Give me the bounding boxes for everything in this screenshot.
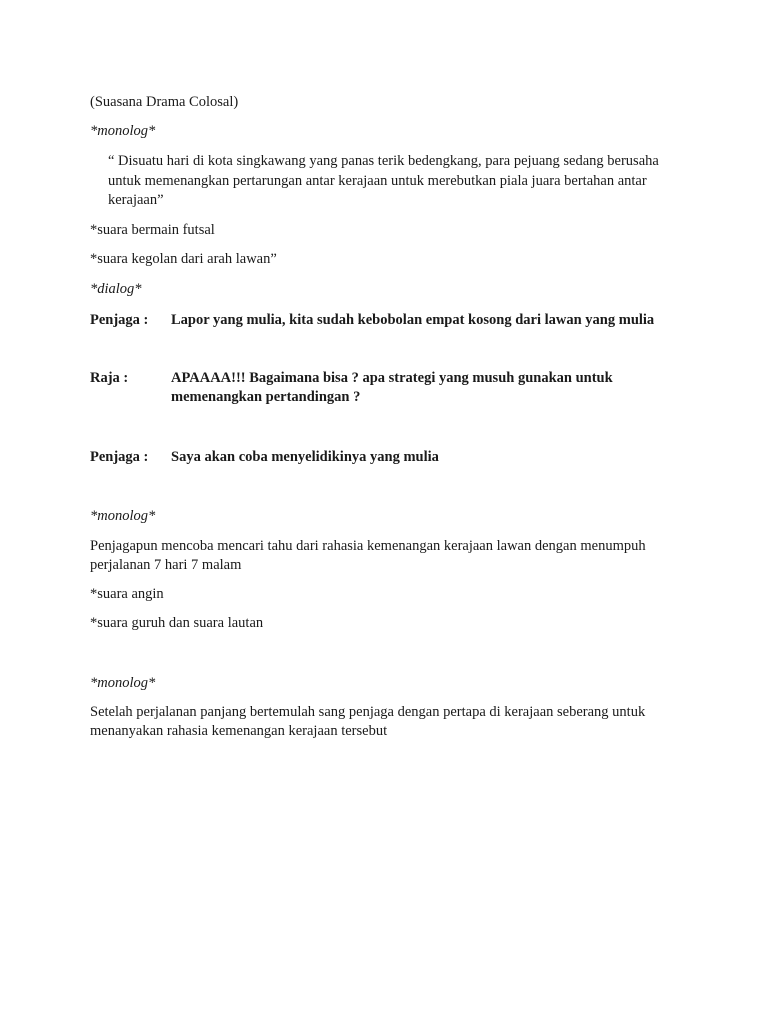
monolog-cue: *monolog* [90, 675, 156, 691]
sound-cue-futsal: *suara bermain futsal [90, 222, 215, 238]
scene-heading: (Suasana Drama Colosal) [90, 94, 239, 110]
sound-cue-thunder: *suara guruh dan suara lautan [90, 615, 264, 631]
monolog-cue: *monolog* [90, 508, 156, 524]
monolog-cue: *monolog* [90, 123, 156, 139]
dialogue-text: APAAAA!!! Bagaimana bisa ? apa strategi yang musuh gunakan untuk memenangkan pertandingan ? [171, 370, 613, 405]
speaker-name: Penjaga : [90, 312, 149, 328]
dialog-cue: *dialog* [90, 281, 142, 297]
sound-cue-wind: *suara angin [90, 586, 164, 602]
opening-quote: “ Disuatu hari di kota singkawang yang panas terik bedengkang, para pejuang sedang berusaha untuk memenangkan pertarungan antar kerajaan untuk merebutkan piala juara bertahan antar kerajaan” [108, 153, 659, 208]
speaker-name: Penjaga : [90, 449, 149, 465]
speaker-name: Raja : [90, 370, 129, 386]
dialogue-text: Lapor yang mulia, kita sudah kebobolan empat kosong dari lawan yang mulia [171, 312, 655, 328]
narration-paragraph: Penjagapun mencoba mencari tahu dari rahasia kemenangan kerajaan lawan dengan menumpuh perjalanan 7 hari 7 malam [90, 538, 646, 573]
sound-cue-goal: *suara kegolan dari arah lawan” [90, 251, 277, 267]
narration-paragraph: Setelah perjalanan panjang bertemulah sang penjaga dengan pertapa di kerajaan seberang untuk menanyakan rahasia kemenangan kerajaan tersebut [90, 704, 646, 739]
dialogue-text: Saya akan coba menyelidikinya yang mulia [171, 449, 439, 465]
